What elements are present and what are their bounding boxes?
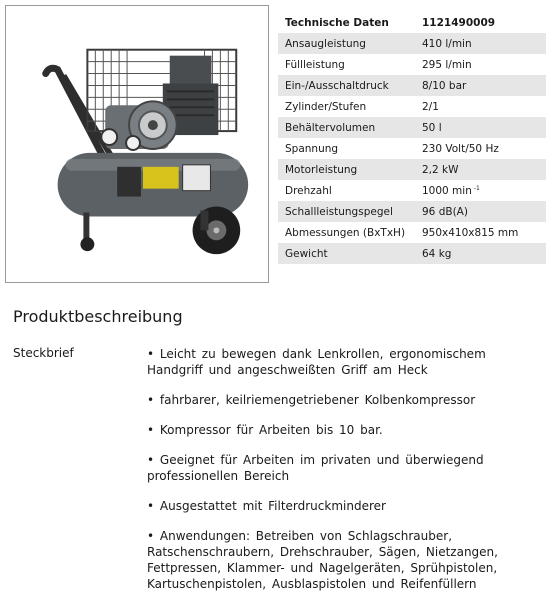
spec-value: 2/1 [415, 96, 546, 117]
list-item: • Ausgestattet mit Filterdruckminderer [147, 499, 386, 513]
profile-label: Steckbrief [13, 346, 74, 360]
compressor-illustration [6, 6, 268, 282]
spec-label: Füllleistung [278, 54, 415, 75]
table-row [278, 222, 546, 243]
speed-value: 1000 min [422, 184, 472, 197]
list-item: • Leicht zu bewegen dank Lenkrollen, ergonomischem Handgriff und angeschweißten Griff am Heck [147, 347, 486, 377]
spec-label: Schallleistungspegel [278, 201, 415, 222]
spec-label: Abmessungen (BxTxH) [278, 222, 415, 243]
spec-label: Ein-/Ausschaltdruck [278, 75, 415, 96]
spec-label: Zylinder/Stufen [278, 96, 415, 117]
section-title: Produktbeschreibung [13, 307, 183, 326]
technical-data-table [278, 13, 546, 264]
spec-value: 2,2 kW [415, 159, 546, 180]
table-row [278, 117, 546, 138]
table-row [278, 138, 546, 159]
list-item: • Kompressor für Arbeiten bis 10 bar. [147, 423, 383, 437]
spec-label: Gewicht [278, 243, 415, 264]
table-row [278, 96, 546, 117]
list-item: • Anwendungen: Betreiben von Schlagschrauber, Ratschenschraubern, Drehschrauber, Sägen, Nietzangen, Fettpressen, Klammer- und Nagelgeräten, Sprühpistolen, Kartuschenpistolen, Ausblaspistolen und Reifenfüllern [147, 529, 498, 591]
article-number: 1121490009 [415, 13, 546, 33]
spec-label: Behältervolumen [278, 117, 415, 138]
spec-label: Ansaugleistung [278, 33, 415, 54]
list-item: • fahrbarer, keilriemengetriebener Kolbenkompressor [147, 393, 476, 407]
table-header-row [278, 13, 546, 33]
spec-value: 295 l/min [415, 54, 546, 75]
table-row [278, 243, 546, 264]
spec-label: Drehzahl [278, 180, 415, 201]
product-image [5, 5, 269, 283]
table-row [278, 75, 546, 96]
spec-value: 950x410x815 mm [415, 222, 546, 243]
list-item: • Geeignet für Arbeiten im privaten und überwiegend professionellen Bereich [147, 453, 484, 483]
feature-list [147, 346, 547, 606]
spec-label: Spannung [278, 138, 415, 159]
spec-value: 50 l [415, 117, 546, 138]
table-row [278, 159, 546, 180]
speed-exponent: -1 [473, 184, 480, 192]
spec-value: 96 dB(A) [415, 201, 546, 222]
spec-value: 410 l/min [415, 33, 546, 54]
table-row [278, 54, 546, 75]
table-header-label: Technische Daten [278, 13, 415, 33]
spec-value [415, 180, 546, 201]
spec-value: 230 Volt/50 Hz [415, 138, 546, 159]
table-row [278, 201, 546, 222]
spec-value: 8/10 bar [415, 75, 546, 96]
table-row [278, 33, 546, 54]
table-row [278, 180, 546, 201]
spec-value: 64 kg [415, 243, 546, 264]
spec-label: Motorleistung [278, 159, 415, 180]
